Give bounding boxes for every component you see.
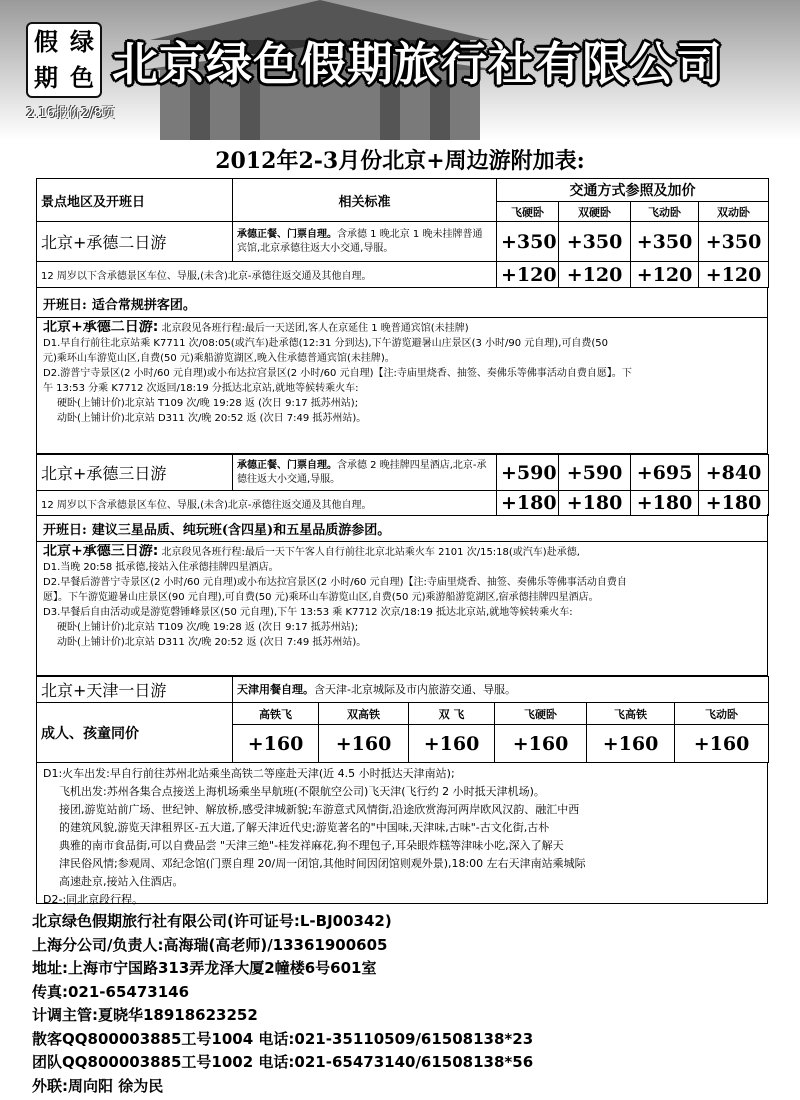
price-cell: +590: [559, 455, 631, 491]
schedule-chengde-3day: 开班日: 建议三星品质、纯玩班(含四星)和五星品质游参团。: [36, 514, 768, 542]
itinerary-line: 午 13:53 分乘 K7712 次返回/18:19 分抵达北京站,就地等候转乘火车:: [43, 383, 359, 394]
price-cell: +160: [319, 725, 409, 763]
price-cell: +160: [675, 725, 769, 763]
mode-header: 双硬卧: [559, 202, 631, 222]
header-standard: 相关标准: [233, 179, 497, 222]
itinerary-line: D2-:同北京段行程。: [43, 893, 144, 906]
child-price-cell: +180: [559, 491, 631, 516]
itinerary-chengde-3day: 北京+承德三日游: 北京段见各班行程:最后一天下午客人自行前往北京北站乘火车 2101 次/15:18(或汽车)赴承德, D1.当晚 20:58 抵承德,接站入住承德挂牌四星酒店。 D2.早餐后游普宁寺景区(2 小时/60 元自理)或小布达拉宫景区(2 小时/60 元自理)【注:寺庙里烧香、抽签、奏佛乐等佛事活动自费自 愿】。下午游览避暑山庄景区(90 元自理),可自费(50 元)乘环山车游览山区,自费(50 元)乘游船游览湖区,宿承德挂牌四星酒店。 D3.早餐后自由活动或是游览磬锤峰景区(50 元自理),下午 13:53 乘 K7712 次京/18:19 抵达北京站,就地等候转乘火车: 硬卧(上铺计价)北京站 T109 次/晚 19:28 返 (次日 9:17 抵苏州站); 动卧(上铺计价)北京站 D311 次/晚 20:52 返 (次日 7:49 抵苏州站)。: [36, 542, 768, 676]
itinerary-line: 飞机出发:苏州各集合点接送上海机场乘坐早航班(不限航空公司)飞天津(飞行约 2 小时抵天津机场)。: [59, 785, 545, 798]
itinerary-line: D3.早餐后自由活动或是游览磬锤峰景区(50 元自理),下午 13:53 乘 K7712 次京/18:19 抵达北京站,就地等候转乘火车:: [43, 607, 573, 618]
company-logo: 假 绿 期 色: [26, 22, 102, 98]
itinerary-line: 元)乘环山车游览山区,自费(50 元)乘船游览湖区,晚入住承德普通宾馆(未挂牌)。: [43, 353, 395, 364]
header-area: 景点地区及开班日: [37, 179, 233, 222]
price-cell: +350: [699, 222, 769, 262]
route-standard: 天津用餐自理。含天津-北京城际及市内旅游交通、导服。: [233, 677, 769, 703]
child-price-cell: +180: [699, 491, 769, 516]
itinerary-line: 的建筑风貌,游览天津租界区-五大道,了解天津近代史;游览著名的"中国味,天津味,古味"-古文化街,古朴: [59, 821, 550, 834]
itinerary-tianjin-1day: [36, 762, 768, 904]
price-note: 2.16报价2/8页: [26, 106, 115, 121]
route-name: 北京+天津一日游: [37, 677, 233, 703]
price-cell: +350: [559, 222, 631, 262]
itinerary-line: 津民俗风情;参观周、邓纪念馆(门票自理 20/周一闭馆,其他时间因闭馆则观外景),18:00 左右天津南站乘城际: [59, 857, 586, 870]
itinerary-title: 北京+承德二日游:: [43, 320, 159, 335]
mode-header: 飞高铁: [587, 703, 675, 725]
price-cell: +695: [631, 455, 699, 491]
liaison: 外联:周向阳 徐为民: [32, 1076, 164, 1095]
mode-header: 飞动卧: [631, 202, 699, 222]
price-cell: +160: [495, 725, 587, 763]
operations-manager: 计调主管:夏晓华18918623252: [32, 1006, 258, 1024]
itinerary-line: 硬卧(上铺计价)北京站 T109 次/晚 19:28 返 (次日 9:17 抵苏州站);: [57, 622, 359, 633]
page-title: 2012年2-3月份北京+周边游附加表:: [215, 148, 585, 174]
itinerary-line: 硬卧(上铺计价)北京站 T109 次/晚 19:28 返 (次日 9:17 抵苏州站);: [57, 398, 359, 409]
header-banner: [0, 0, 800, 140]
itinerary-line: D1.早自行前往北京站乘 K7711 次/08:05(或汽车)赴承德(12:31 分到达),下午游览避暑山庄景区(3 小时/90 元自理),可自费(50: [43, 338, 608, 349]
itinerary-line: D1.当晚 20:58 抵承德,接站入住承德挂牌四星酒店。: [43, 562, 279, 573]
child-price-cell: +120: [699, 262, 769, 288]
itinerary-line: 动卧(上铺计价)北京站 D311 次/晚 20:52 返 (次日 7:49 抵苏州站)。: [57, 413, 367, 424]
schedule-chengde-2day: 开班日: 适合常规拼客团。: [36, 288, 768, 318]
itinerary-line: 高速赴京,接站入住酒店。: [59, 875, 184, 888]
pricing-table-chengde-2day: [36, 178, 769, 288]
price-cell: +160: [409, 725, 495, 763]
itinerary-line: 接团,游览站前广场、世纪钟、解放桥,感受津城新貌;车游意式风情街,沿途欣赏海河两岸欧风汉韵、融汇中西: [59, 803, 580, 816]
child-price-cell: +180: [497, 491, 559, 516]
mode-header: 飞硬卧: [495, 703, 587, 725]
itinerary-line: D1:火车出发:早自行前往苏州北站乘坐高铁二等座赴天津(近 4.5 小时抵达天津南站);: [43, 767, 455, 780]
price-label: 成人、孩童同价: [37, 703, 233, 763]
address: 地址:上海市宁国路313弄龙泽大厦2幢楼6号601室: [32, 959, 377, 977]
route-name: 北京+承德二日游: [37, 222, 233, 262]
company-name: 北京绿色假期旅行社有限公司: [112, 37, 723, 91]
fax: 传真:021-65473146: [32, 982, 190, 1001]
route-name: 北京+承德三日游: [37, 455, 233, 491]
price-cell: +350: [631, 222, 699, 262]
child-note: 12 周岁以下含承德景区车位、导服,(未含)北京-承德往返交通及其他自理。: [37, 491, 497, 516]
mode-header: 飞硬卧: [497, 202, 559, 222]
price-cell: +840: [699, 455, 769, 491]
group-contact: 团队QQ800003885工号1002 电话:021-65473140/61508138*56: [32, 1053, 534, 1071]
mode-header: 双动卧: [699, 202, 769, 222]
price-cell: +160: [233, 725, 319, 763]
itinerary-line: 典雅的南市食品街,可以自费品尝 "天津三绝"-桂发祥麻花,狗不理包子,耳朵眼炸糕等津味小吃,深入了解天: [59, 839, 564, 852]
child-price-cell: +120: [497, 262, 559, 288]
mode-header: 飞动卧: [675, 703, 769, 725]
mode-header: 高铁飞: [233, 703, 319, 725]
itinerary-line: 动卧(上铺计价)北京站 D311 次/晚 20:52 返 (次日 7:49 抵苏州站)。: [57, 637, 367, 648]
child-price-cell: +120: [631, 262, 699, 288]
pricing-table-tianjin-1day: [36, 676, 769, 763]
child-price-cell: +120: [559, 262, 631, 288]
individual-contact: 散客QQ800003885工号1004 电话:021-35110509/61508138*23: [32, 1029, 534, 1048]
company-license: 北京绿色假期旅行社有限公司(许可证号:L-BJ00342): [32, 912, 392, 930]
price-cell: +160: [587, 725, 675, 763]
price-cell: +350: [497, 222, 559, 262]
route-standard: 承德正餐、门票自理。含承德 2 晚挂牌四星酒店,北京-承德往返大小交通,导服。: [233, 455, 497, 491]
itinerary-title: 北京+承德三日游:: [43, 544, 159, 559]
mode-header: 双 飞: [409, 703, 495, 725]
child-note: 12 周岁以下含承德景区车位、导服,(未含)北京-承德往返交通及其他自理。: [37, 262, 497, 288]
route-standard: 承德正餐、门票自理。含承德 1 晚北京 1 晚未挂牌普通宾馆,北京承德往返大小交通,导服。: [233, 222, 497, 262]
header-transport: 交通方式参照及加价: [497, 179, 769, 202]
pricing-table-chengde-3day: [36, 454, 769, 516]
child-price-cell: +180: [631, 491, 699, 516]
contact-footer: [32, 910, 772, 1098]
itinerary-line: 愿】。下午游览避暑山庄景区(90 元自理),可自费(50 元)乘环山车游览山区,自费(50 元)乘游船游览湖区,宿承德挂牌四星酒店。: [43, 592, 599, 603]
mode-header: 双高铁: [319, 703, 409, 725]
itinerary-line: D2.早餐后游普宁寺景区(2 小时/60 元自理)或小布达拉宫景区(2 小时/60 元自理)【注:寺庙里烧香、抽签、奏佛乐等佛事活动自费自: [43, 577, 627, 588]
price-cell: +590: [497, 455, 559, 491]
itinerary-chengde-2day: 北京+承德二日游: 北京段见各班行程:最后一天送团,客人在京延住 1 晚普通宾馆(未挂牌) D1.早自行前往北京站乘 K7711 次/08:05(或汽车)赴承德(12:31 分到达),下午游览避暑山庄景区(3 小时/90 元自理),可自费(50 元)乘环山车游览山区,自费(50 元)乘船游览湖区,晚入住承德普通宾馆(未挂牌)。 D2.游普宁寺景区(2 小时/60 元自理)或小布达拉宫景区(2 小时/60 元自理)【注:寺庙里烧香、抽签、奏佛乐等佛事活动自费自愿】。下 午 13:53 分乘 K7712 次返回/18:19 分抵达北京站,就地等候转乘火车: 硬卧(上铺计价)北京站 T109 次/晚 19:28 返 (次日 9:17 抵苏州站); 动卧(上铺计价)北京站 D311 次/晚 20:52 返 (次日 7:49 抵苏州站)。: [36, 318, 768, 454]
itinerary-line: D2.游普宁寺景区(2 小时/60 元自理)或小布达拉宫景区(2 小时/60 元自理)【注:寺庙里烧香、抽签、奏佛乐等佛事活动自费自愿】。下: [43, 368, 632, 379]
branch-contact: 上海分公司/负责人:高海瑞(高老师)/13361900605: [32, 935, 388, 954]
